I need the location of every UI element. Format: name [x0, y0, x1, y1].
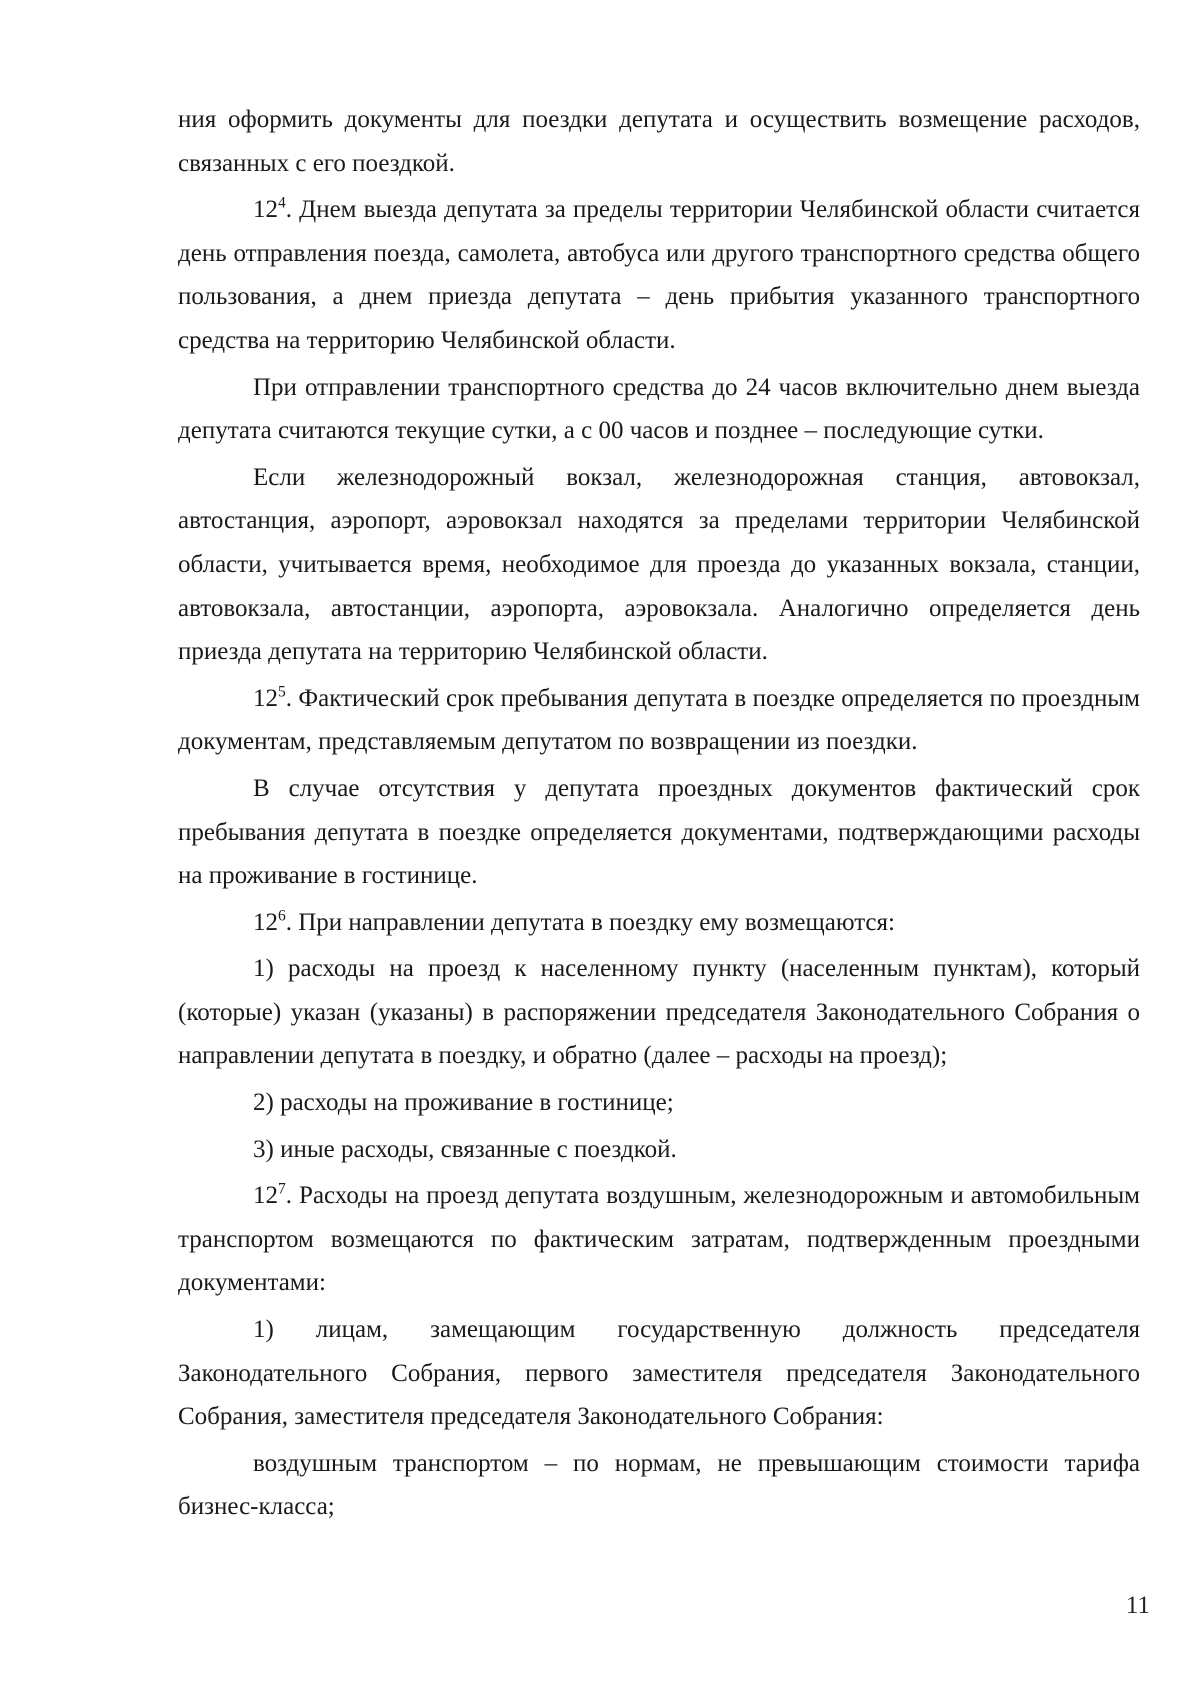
list-item-1: 1) расходы на проезд к населенному пункту (населенным пунктам), который (которые) указан (указаны) в распоряжении председателя Законодательного Собрания о направлении депутата в поездку, и обратно (далее – расходы на проезд);: [178, 955, 1140, 1070]
paragraph-12-7: [178, 1174, 1140, 1305]
clause-number: 12: [253, 1182, 278, 1210]
clause-number: 12: [253, 908, 278, 936]
clause-superscript: 5: [278, 683, 286, 701]
paragraph-12-4: [178, 188, 1140, 362]
clause-superscript: 4: [278, 194, 286, 212]
clause-superscript: 6: [278, 907, 286, 925]
clause-number: 12: [253, 196, 278, 224]
paragraph-12-5: [178, 677, 1140, 764]
document-body: [178, 98, 1140, 1532]
paragraph-12-6: [178, 901, 1140, 945]
page-number: 11: [1125, 1592, 1150, 1619]
clause-text: . Фактический срок пребывания депутата в поездке определяется по проездным документам, представляемым депутатом по возвращении из поездки.: [178, 684, 1140, 756]
clause-text: . Днем выезда депутата за пределы территории Челябинской области считается день отправления поезда, самолета, автобуса или другого транспортного средства общего пользования, а днем приезда депутата – день прибытия указанного транспортного средства на территорию Челябинской области.: [178, 196, 1140, 354]
paragraph-no-documents: В случае отсутствия у депутата проездных документов фактический срок пребывания депутата в поездке определяется документами, подтверждающими расходы на проживание в гостинице.: [178, 774, 1140, 890]
clause-text: . Расходы на проезд депутата воздушным, железнодорожным и автомобильным транспортом возмещаются по фактическим затратам, подтвержденным проездными документами:: [178, 1182, 1140, 1297]
list-item-2: 2) расходы на проживание в гостинице;: [253, 1089, 674, 1117]
paragraph-departure-time: При отправлении транспортного средства до 24 часов включительно днем выезда депутата считаются текущие сутки, а с 00 часов и позднее – последующие сутки.: [178, 373, 1140, 445]
clause-number: 12: [253, 684, 278, 712]
clause-superscript: 7: [278, 1180, 286, 1198]
paragraph-continuation: ния оформить документы для поездки депутата и осуществить возмещение расходов, связанных с его поездкой.: [178, 106, 1140, 177]
subitem-air-transport: воздушным транспортом – по нормам, не превышающим стоимости тарифа бизнес-класса;: [178, 1449, 1140, 1521]
paragraph-stations-outside: Если железнодорожный вокзал, железнодорожная станция, автовокзал, автостанция, аэропорт, аэровокзал находятся за пределами территории Челябинской области, учитывается время, необходимое для проезда до указанных вокзала, станции, автовокзала, автостанции, аэропорта, аэровокзала. Аналогично определяется день приезда депутата на территорию Челябинской области.: [178, 463, 1140, 666]
clause-text: . При направлении депутата в поездку ему возмещаются:: [285, 908, 895, 936]
subitem-officials: 1) лицам, замещающим государственную должность председателя Законодательного Собрания, первого заместителя председателя Законодательного Собрания, заместителя председателя Законодательного Собрания:: [178, 1316, 1140, 1431]
list-item-3: 3) иные расходы, связанные с поездкой.: [253, 1135, 677, 1163]
